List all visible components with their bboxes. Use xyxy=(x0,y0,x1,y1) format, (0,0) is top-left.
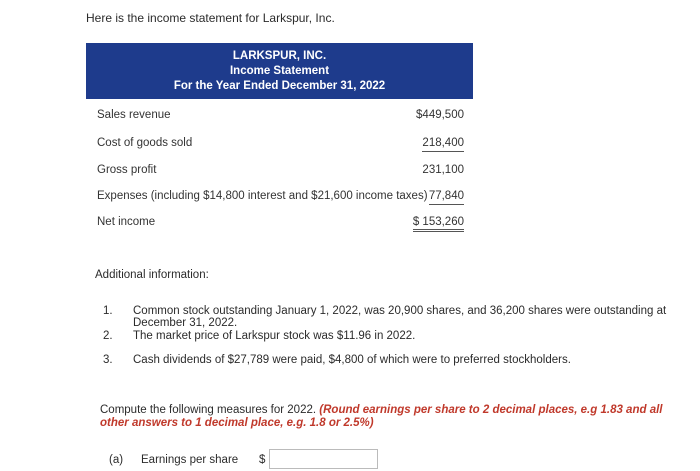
question-part: (a) xyxy=(109,454,124,466)
row-label-cogs: Cost of goods sold xyxy=(97,137,193,149)
row-value-gross-profit: 231,100 xyxy=(422,164,464,176)
row-value-cogs: 218,400 xyxy=(422,137,464,152)
list-number-2: 2. xyxy=(103,330,113,342)
instructions xyxy=(100,404,692,430)
row-label-expenses: Expenses (including $14,800 interest and $21,600 income taxes) xyxy=(97,190,428,202)
list-item-1: Common stock outstanding January 1, 2022, was 20,900 shares, and 36,200 shares were outstanding at December 31, 2022. xyxy=(133,305,667,329)
intro-text: Here is the income statement for Larkspur, Inc. xyxy=(86,11,335,25)
statement-period: For the Year Ended December 31, 2022 xyxy=(173,80,386,92)
row-value-expenses: 77,840 xyxy=(429,190,464,205)
row-value-sales: $449,500 xyxy=(416,109,464,121)
instructions-note: (Round earnings per share to 2 decimal places, e.g 1.83 and all other answers to 1 decimal place, e.g. 1.8 or 2.5%) xyxy=(100,404,663,429)
question-label: Earnings per share xyxy=(141,454,239,466)
instructions-lead: Compute the following measures for 2022. xyxy=(100,404,317,416)
statement-title: Income Statement xyxy=(229,65,330,77)
list-item-3: Cash dividends of $27,789 were paid, $4,800 of which were to preferred stockholders. xyxy=(133,354,571,366)
row-value-net-income: $ 153,260 xyxy=(413,216,464,232)
currency-symbol: $ xyxy=(259,454,266,466)
additional-heading: Additional information: xyxy=(95,269,209,281)
list-number-3: 3. xyxy=(103,354,113,366)
row-label-gross-profit: Gross profit xyxy=(97,164,157,176)
list-number-1: 1. xyxy=(103,305,113,317)
row-label-sales: Sales revenue xyxy=(97,109,171,121)
earnings-per-share-input[interactable] xyxy=(269,449,378,469)
statement-header xyxy=(86,43,473,99)
list-item-2: The market price of Larkspur stock was $11.96 in 2022. xyxy=(133,330,416,342)
company-name: LARKSPUR, INC. xyxy=(232,50,327,62)
row-label-net-income: Net income xyxy=(97,216,156,228)
